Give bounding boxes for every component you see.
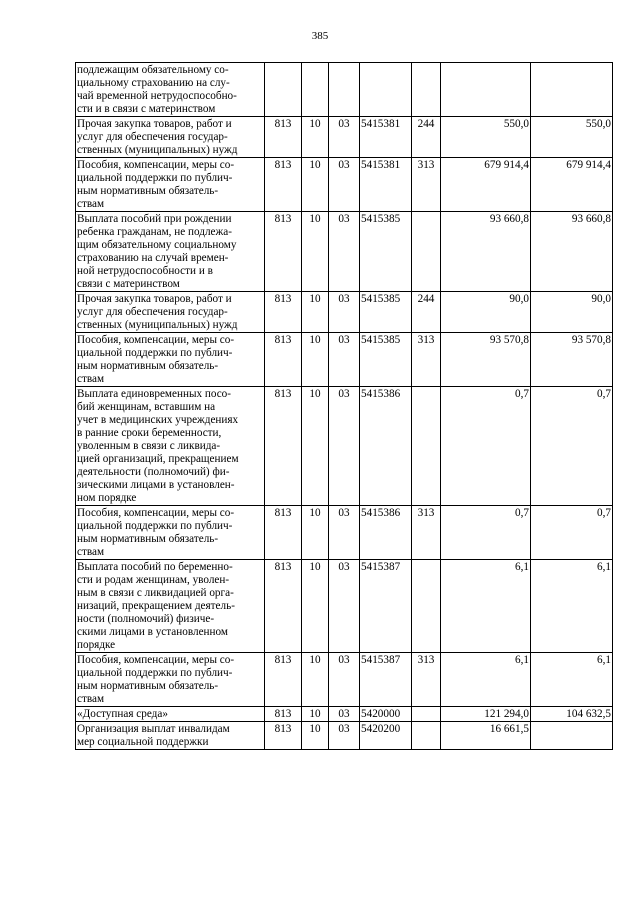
- ministry-code-cell: 813: [265, 158, 302, 212]
- item-name-cell: [76, 707, 265, 722]
- target-article-cell: 5415386: [360, 387, 412, 506]
- ministry-code-cell: 813: [265, 506, 302, 560]
- subsection-code-cell: 03: [329, 387, 360, 506]
- item-name-cell: [76, 158, 265, 212]
- item-name-line: ствам: [77, 198, 105, 210]
- ministry-code-cell: 813: [265, 722, 302, 750]
- table-row: [76, 560, 613, 653]
- item-name-line: сти и в связи с материнством: [77, 103, 216, 115]
- section-code-cell: 10: [302, 387, 329, 506]
- amount-cell: 90,0: [531, 292, 613, 333]
- item-name-cell: [76, 506, 265, 560]
- item-name-line: ным в связи с ликвидацией орга-: [77, 587, 234, 599]
- expense-type-cell: [412, 722, 441, 750]
- item-name-line: ствам: [77, 546, 105, 558]
- item-name-line: циальной поддержки по публич-: [77, 520, 233, 532]
- expense-type-cell: [412, 63, 441, 117]
- table-row: [76, 722, 613, 750]
- subsection-code-cell: 03: [329, 653, 360, 707]
- section-code-cell: 10: [302, 292, 329, 333]
- amount-cell: 93 570,8: [441, 333, 531, 387]
- subsection-code-cell: 03: [329, 722, 360, 750]
- expense-type-cell: 313: [412, 653, 441, 707]
- ministry-code-cell: 813: [265, 292, 302, 333]
- expense-type-cell: 313: [412, 333, 441, 387]
- expense-type-cell: [412, 387, 441, 506]
- section-code-cell: 10: [302, 117, 329, 158]
- item-name-line: Пособия, компенсации, меры со-: [77, 654, 235, 666]
- item-name-line: Прочая закупка товаров, работ и: [77, 293, 232, 305]
- item-name-line: Организация выплат инвалидам: [77, 723, 230, 735]
- table-row: [76, 387, 613, 506]
- item-name-line: услуг для обеспечения государ-: [77, 131, 228, 143]
- item-name-line: зическими лицами в установлен-: [77, 479, 235, 491]
- subsection-code-cell: 03: [329, 560, 360, 653]
- target-article-cell: 5415385: [360, 292, 412, 333]
- amount-cell: 93 570,8: [531, 333, 613, 387]
- ministry-code-cell: 813: [265, 707, 302, 722]
- item-name-line: ребенка гражданам, не подлежа-: [77, 226, 232, 238]
- subsection-code-cell: [329, 63, 360, 117]
- item-name-line: ственных (муниципальных) нужд: [77, 144, 238, 156]
- item-name-line: Пособия, компенсации, меры со-: [77, 334, 235, 346]
- ministry-code-cell: 813: [265, 333, 302, 387]
- amount-cell: 6,1: [531, 653, 613, 707]
- item-name-line: ности (полномочий) физиче-: [77, 613, 215, 625]
- item-name-line: низаций, прекращением деятель-: [77, 600, 235, 612]
- expense-type-cell: [412, 212, 441, 292]
- subsection-code-cell: 03: [329, 117, 360, 158]
- expense-type-cell: 313: [412, 506, 441, 560]
- target-article-cell: 5415385: [360, 333, 412, 387]
- item-name-line: сти и родам женщинам, уволен-: [77, 574, 230, 586]
- amount-cell: 93 660,8: [441, 212, 531, 292]
- section-code-cell: 10: [302, 158, 329, 212]
- item-name-line: чай временной нетрудоспособно-: [77, 90, 237, 102]
- table-row: [76, 117, 613, 158]
- item-name-line: скими лицами в установленном: [77, 626, 228, 638]
- item-name-line: порядке: [77, 639, 116, 651]
- item-name-cell: [76, 560, 265, 653]
- budget-table: [75, 62, 613, 750]
- section-code-cell: [302, 63, 329, 117]
- section-code-cell: 10: [302, 560, 329, 653]
- item-name-line: ном порядке: [77, 492, 137, 504]
- item-name-line: циальному страхованию на слу-: [77, 77, 230, 89]
- item-name-cell: [76, 387, 265, 506]
- section-code-cell: 10: [302, 653, 329, 707]
- target-article-cell: [360, 63, 412, 117]
- amount-cell: 0,7: [531, 506, 613, 560]
- amount-cell: 121 294,0: [441, 707, 531, 722]
- subsection-code-cell: 03: [329, 212, 360, 292]
- item-name-line: циальной поддержки по публич-: [77, 667, 233, 679]
- item-name-line: связи с материнством: [77, 278, 180, 290]
- item-name-line: ствам: [77, 693, 105, 705]
- target-article-cell: 5415381: [360, 158, 412, 212]
- table-row: [76, 333, 613, 387]
- amount-cell: 6,1: [441, 560, 531, 653]
- item-name-line: ной нетрудоспособности и в: [77, 265, 213, 277]
- item-name-line: цией организаций, прекращением: [77, 453, 239, 465]
- section-code-cell: 10: [302, 212, 329, 292]
- table-row: [76, 506, 613, 560]
- subsection-code-cell: 03: [329, 333, 360, 387]
- expense-type-cell: 244: [412, 117, 441, 158]
- amount-cell: 550,0: [441, 117, 531, 158]
- table-row: [76, 63, 613, 117]
- item-name-line: Пособия, компенсации, меры со-: [77, 507, 235, 519]
- ministry-code-cell: 813: [265, 560, 302, 653]
- amount-cell: [531, 63, 613, 117]
- item-name-cell: [76, 63, 265, 117]
- section-code-cell: 10: [302, 722, 329, 750]
- expense-type-cell: [412, 707, 441, 722]
- amount-cell: [441, 63, 531, 117]
- amount-cell: 104 632,5: [531, 707, 613, 722]
- amount-cell: 679 914,4: [531, 158, 613, 212]
- item-name-line: ным нормативным обязатель-: [77, 533, 219, 545]
- subsection-code-cell: 03: [329, 707, 360, 722]
- item-name-line: ным нормативным обязатель-: [77, 680, 219, 692]
- amount-cell: 0,7: [531, 387, 613, 506]
- table-row: [76, 212, 613, 292]
- target-article-cell: 5415387: [360, 653, 412, 707]
- amount-cell: 6,1: [531, 560, 613, 653]
- amount-cell: 0,7: [441, 506, 531, 560]
- amount-cell: 93 660,8: [531, 212, 613, 292]
- ministry-code-cell: 813: [265, 387, 302, 506]
- section-code-cell: 10: [302, 333, 329, 387]
- item-name-line: циальной поддержки по публич-: [77, 347, 233, 359]
- item-name-line: в ранние сроки беременности,: [77, 427, 222, 439]
- item-name-cell: [76, 292, 265, 333]
- item-name-line: деятельности (полномочий) фи-: [77, 466, 230, 478]
- amount-cell: 679 914,4: [441, 158, 531, 212]
- item-name-line: Выплата пособий по беременно-: [77, 561, 233, 573]
- table-row: [76, 292, 613, 333]
- item-name-cell: [76, 212, 265, 292]
- table-row: [76, 707, 613, 722]
- expense-type-cell: [412, 560, 441, 653]
- amount-cell: 550,0: [531, 117, 613, 158]
- ministry-code-cell: 813: [265, 212, 302, 292]
- subsection-code-cell: 03: [329, 292, 360, 333]
- section-code-cell: 10: [302, 707, 329, 722]
- expense-type-cell: 313: [412, 158, 441, 212]
- table-row: [76, 158, 613, 212]
- table-body: [76, 63, 613, 750]
- item-name-line: ственных (муниципальных) нужд: [77, 319, 238, 331]
- table-row: [76, 653, 613, 707]
- amount-cell: 6,1: [441, 653, 531, 707]
- amount-cell: 16 661,5: [441, 722, 531, 750]
- item-name-line: ным нормативным обязатель-: [77, 360, 219, 372]
- section-code-cell: 10: [302, 506, 329, 560]
- item-name-line: услуг для обеспечения государ-: [77, 306, 228, 318]
- subsection-code-cell: 03: [329, 506, 360, 560]
- item-name-line: страхованию на случай времен-: [77, 252, 229, 264]
- item-name-line: бий женщинам, вставшим на: [77, 401, 216, 413]
- subsection-code-cell: 03: [329, 158, 360, 212]
- item-name-line: ствам: [77, 373, 105, 385]
- item-name-line: Пособия, компенсации, меры со-: [77, 159, 235, 171]
- item-name-line: «Доступная среда»: [77, 708, 168, 720]
- expense-type-cell: 244: [412, 292, 441, 333]
- target-article-cell: 5415385: [360, 212, 412, 292]
- ministry-code-cell: 813: [265, 117, 302, 158]
- item-name-line: щим обязательному социальному: [77, 239, 237, 251]
- item-name-line: ным нормативным обязатель-: [77, 185, 219, 197]
- item-name-cell: [76, 722, 265, 750]
- item-name-cell: [76, 333, 265, 387]
- target-article-cell: 5420200: [360, 722, 412, 750]
- item-name-cell: [76, 117, 265, 158]
- item-name-line: подлежащим обязательному со-: [77, 64, 229, 76]
- item-name-line: мер социальной поддержки: [77, 736, 209, 748]
- target-article-cell: 5415381: [360, 117, 412, 158]
- item-name-line: циальной поддержки по публич-: [77, 172, 233, 184]
- ministry-code-cell: [265, 63, 302, 117]
- item-name-line: Выплата единовременных посо-: [77, 388, 232, 400]
- ministry-code-cell: 813: [265, 653, 302, 707]
- target-article-cell: 5415387: [360, 560, 412, 653]
- item-name-line: Прочая закупка товаров, работ и: [77, 118, 232, 130]
- page-number: 385: [311, 30, 329, 42]
- amount-cell: 0,7: [441, 387, 531, 506]
- item-name-cell: [76, 653, 265, 707]
- amount-cell: [531, 722, 613, 750]
- target-article-cell: 5420000: [360, 707, 412, 722]
- item-name-line: уволенным в связи с ликвида-: [77, 440, 221, 452]
- target-article-cell: 5415386: [360, 506, 412, 560]
- item-name-line: Выплата пособий при рождении: [77, 213, 232, 225]
- amount-cell: 90,0: [441, 292, 531, 333]
- item-name-line: учет в медицинских учреждениях: [77, 414, 239, 426]
